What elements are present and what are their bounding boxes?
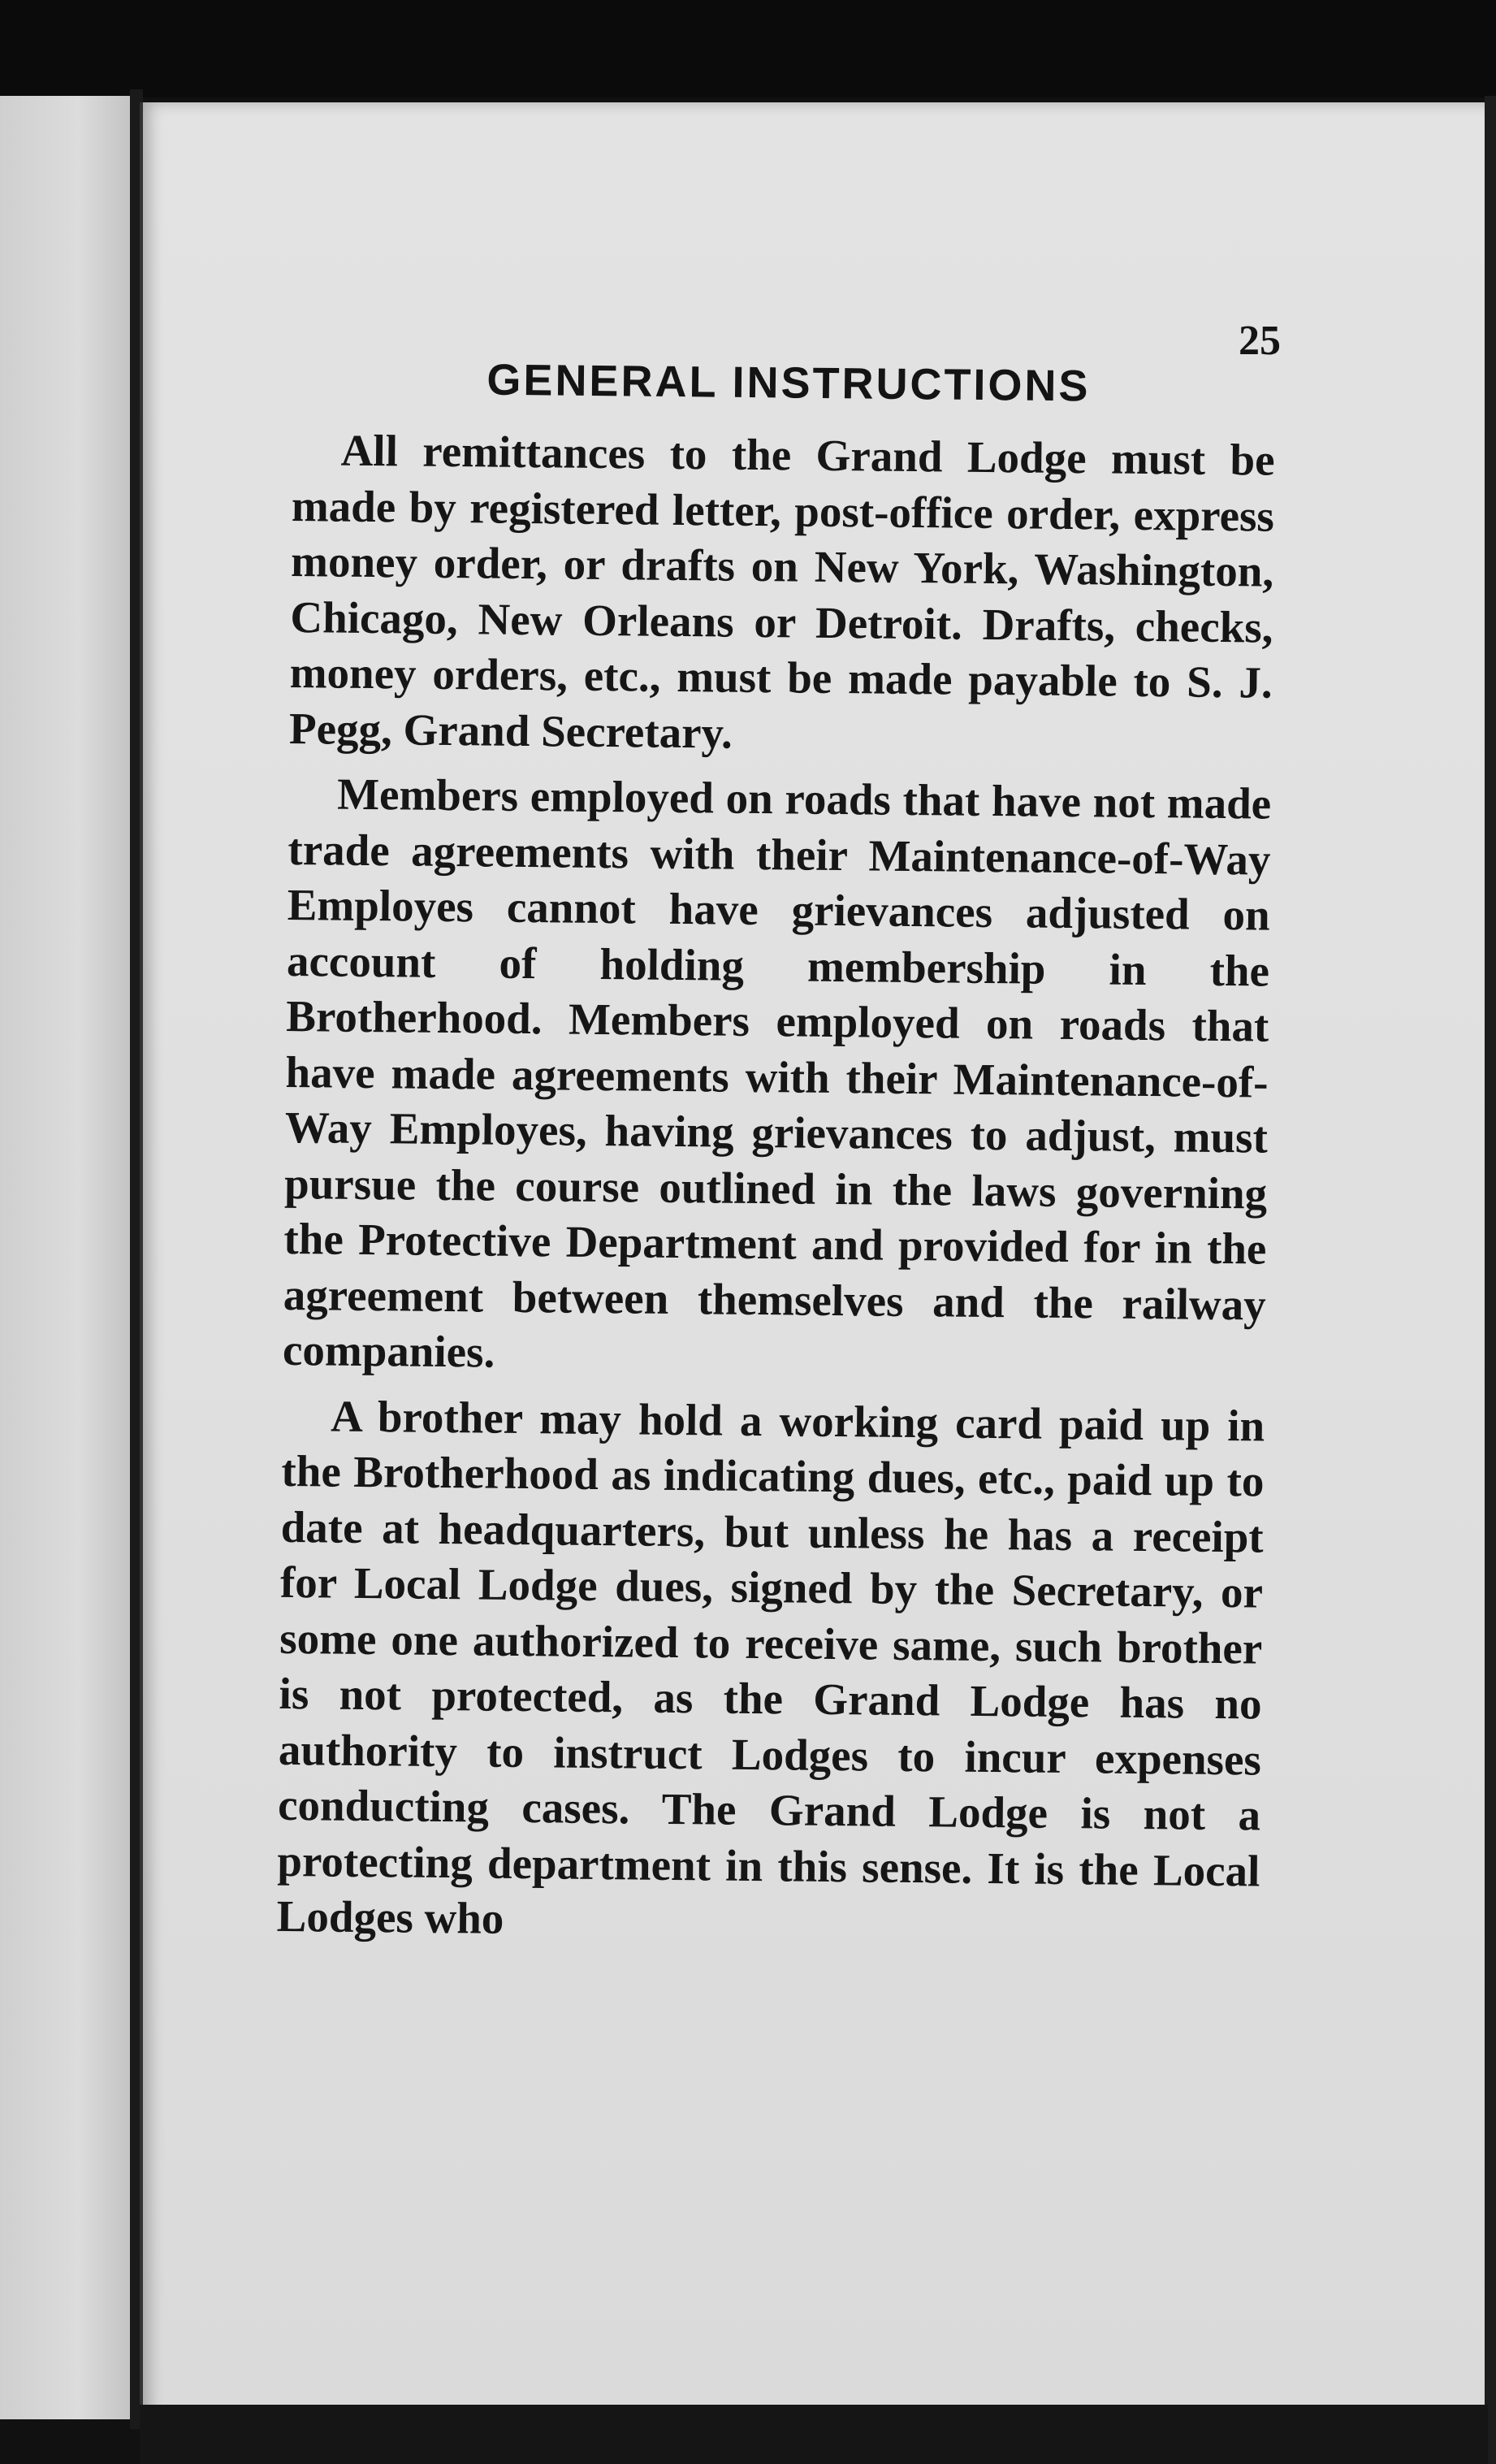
paragraph-working-card: A brother may hold a working card paid up in the Brotherhood as indicating dues, etc., paid up to date at headquarters, but unless he has a receipt for Local Lodge dues, signed by the Secretary, or some one authorized to receive same, such brother is not protected, as the Grand Lodge has no authority to instruct Lodges to incur expenses conducting cases. The Grand Lodge is not a protecting department in this sense. It is the Local Lodges who <box>276 1391 1265 1943</box>
paragraph-remittances: All remittances to the Grand Lodge must be made by registered letter, post-office order, express money order, or drafts on New York, Washington, Chicago, New Orleans or Detroit. Drafts, checks, money orders, etc., must be made payable to S. J. Pegg, Grand Secretary. <box>288 425 1275 758</box>
scan-bottom-border <box>140 2405 1488 2464</box>
paragraph-grievances: Members employed on roads that have not made trade agreements with their Maintenance-of-Way Employes cannot have grievances adjusted on account of holding membership in the Brotherhood. Members employed on roads that have made agreements with their Maintenance-of-Way Employes, having grievances to adjust, must pursue the course outlined in the laws governing the Protective Department and provided for in the agreement between themselves and the railway companies. <box>282 769 1272 1377</box>
page-number: 25 <box>1239 318 1281 364</box>
scan-right-border <box>1485 96 1496 2464</box>
section-heading: GENERAL INSTRUCTIONS <box>486 355 1091 411</box>
scan-top-border <box>0 0 1496 97</box>
facing-page-edge <box>0 96 135 2419</box>
body-text <box>276 422 1275 1964</box>
